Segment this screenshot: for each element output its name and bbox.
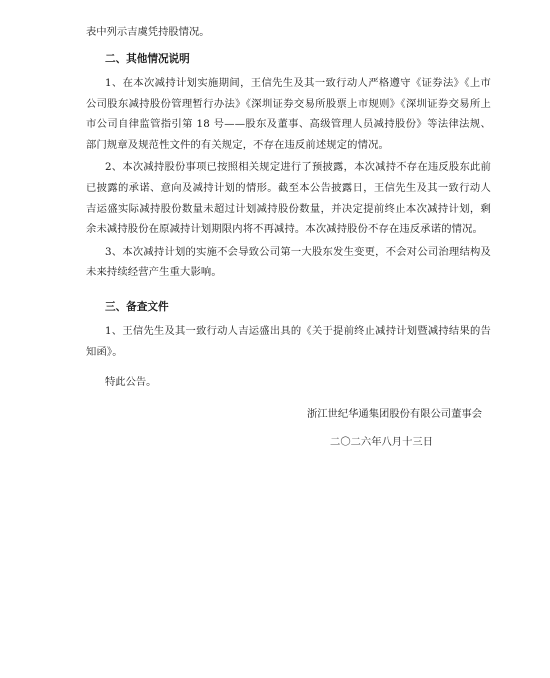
closing-statement: 特此公告。 bbox=[105, 376, 157, 389]
paragraph-no-control-change: 3、本次减持计划的实施不会导致公司第一大股东发生变更，不会对公司治理结构及未来持续经营产生重大影响。 bbox=[86, 245, 491, 279]
board-signature: 浙江世纪华通集团股份有限公司董事会 bbox=[306, 408, 482, 421]
section-heading-other-info: 二、其他情况说明 bbox=[105, 53, 190, 65]
document-body bbox=[86, 22, 491, 452]
paragraph-compliance: 1、在本次减持计划实施期间，王信先生及其一致行动人严格遵守《证券法》《上市公司股东减持股份管理暂行办法》《深圳证券交易所股票上市规则》《深圳证券交易所上市公司自律监管指引第 18 号——股东及董事、高级管理人员减持股份》等法律法规、部门规章及规范性文件的有关规定，不存在违反前述规定的情况。 bbox=[86, 77, 491, 151]
section-heading-reference-docs: 三、备查文件 bbox=[105, 300, 169, 313]
announcement-date: 二〇二六年八月十三日 bbox=[330, 436, 433, 449]
paragraph-predisclosure: 2、本次减持股份事项已按照相关规定进行了预披露，本次减持不存在违反股东此前已披露的承诺、意向及减持计划的情形。截至本公告披露日，王信先生及其一致行动人吉运盛实际减持股份数量未超过计划减持股份数量，并决定提前终止本次减持计划，剩余未减持股份在原减持计划期限内将不再减持。本次减持股份不存在违反承诺的情况。 bbox=[86, 161, 491, 236]
section-reference-docs bbox=[86, 297, 491, 362]
section-spacer bbox=[86, 285, 491, 297]
section-other-info bbox=[86, 49, 491, 283]
paragraph-notice-letter: 1、王信先生及其一致行动人吉运盛出具的《关于提前终止减持计划暨减持结果的告知函》。 bbox=[86, 324, 491, 358]
intro-text: 表中列示吉虞凭持股情况。 bbox=[86, 26, 210, 38]
